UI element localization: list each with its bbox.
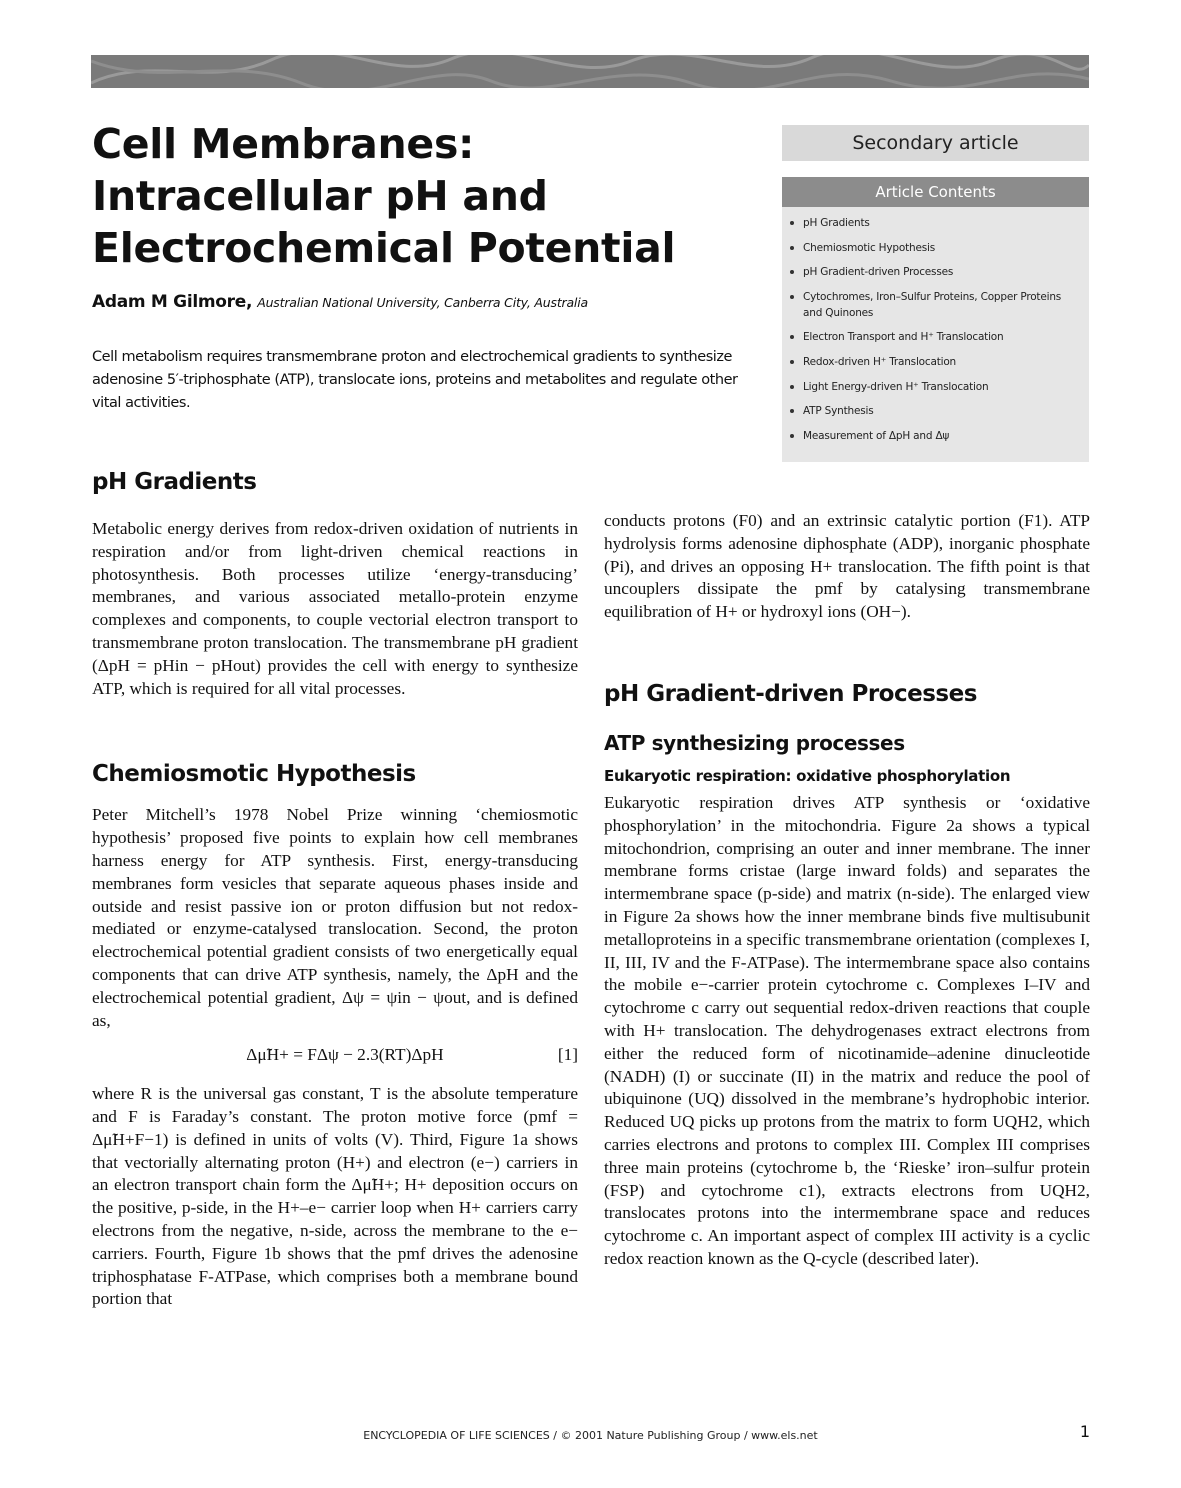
contents-item[interactable]: Light Energy-driven H⁺ Translocation	[790, 379, 1081, 395]
paragraph-chemiosmotic-2: where R is the universal gas constant, T is the absolute temperature and F is Faraday’s constant. The proton motive force (pmf = Δμ̃H+F−1) is defined in units of volts (V). Third, Figure 1a shows that vectorially alternating proton (H+) and electron (e−) carriers in an electron transport chain form the Δμ̃H+; H+ deposition occurs on the positive, p-side, in the H+–e− carrier loop when H+ carriers carry electrons from the negative, n-side, across the membrane to the e− carriers. Fourth, Figure 1b shows that the pmf drives the adenosine triphosphatase F-ATPase, which comprises both a membrane bound portion that	[92, 1084, 578, 1309]
article-title	[92, 118, 752, 274]
article-type-label: Secondary article	[782, 125, 1089, 161]
byline	[92, 292, 772, 312]
article-sidebar	[782, 125, 1089, 462]
title-line-3: Electrochemical Potential	[92, 224, 676, 272]
title-line-1: Cell Membranes:	[92, 120, 475, 168]
paragraph-fatpase-cont: conducts protons (F0) and an extrinsic catalytic portion (F1). ATP hydrolysis forms adenosine diphosphate (ADP), inorganic phosphate (Pi), and drives an opposing H+ translocation. The fifth point is that uncouplers dissipate the pmf by catalysing transmembrane equilibration of H+ or hydroxyl ions (OH−).	[604, 511, 1090, 622]
right-column	[604, 510, 1090, 1271]
article-contents-box	[782, 177, 1089, 462]
abstract: Cell metabolism requires transmembrane proton and electrochemical gradients to synthesize adenosine 5′-triphosphate (ATP), translocate ions, proteins and metabolites and regulate other vital activities.	[92, 349, 738, 411]
paragraph-chemiosmotic-1: Peter Mitchell’s 1978 Nobel Prize winning ‘chemiosmotic hypothesis’ proposed five points to explain how cell membranes harness energy for ATP synthesis. First, energy-transducing membranes form vesicles that separate aqueous phases inside and outside and resist passive ion or proton diffusion but not redox-mediated or enzyme-catalysed translocation. Second, the proton electrochemical potential gradient consists of two energetically equal components that can drive ATP synthesis, namely, the ΔpH and the electrochemical potential gradient, Δψ = ψin − ψout, and is defined as,	[92, 805, 578, 1030]
contents-title: Article Contents	[782, 177, 1089, 207]
banner-pattern	[91, 55, 1089, 88]
contents-item[interactable]: ATP Synthesis	[790, 403, 1081, 419]
contents-item[interactable]: Electron Transport and H⁺ Translocation	[790, 329, 1081, 345]
contents-item[interactable]: pH Gradients	[790, 215, 1081, 231]
equation-number: [1]	[557, 1045, 578, 1065]
heading-gradient-driven: pH Gradient-driven Processes	[604, 680, 977, 707]
paragraph-ph-gradients: Metabolic energy derives from redox-driven oxidation of nutrients in respiration and/or from light-driven chemical reactions in photosynthesis. Both processes utilize ‘energy-transducing’ membranes, and various associated metallo-protein enzyme complexes and components, to couple vectorial electron transport to transmembrane proton translocation. The transmembrane pH gradient (ΔpH = pHin − pHout) provides the cell with energy to synthesize ATP, which is required for all vital processes.	[92, 519, 578, 698]
contents-item[interactable]: Chemiosmotic Hypothesis	[790, 240, 1081, 256]
author-name: Adam M Gilmore,	[92, 292, 253, 312]
heading-atp-synthesizing: ATP synthesizing processes	[604, 730, 905, 755]
equation-1	[92, 1044, 578, 1067]
title-line-2: Intracellular pH and	[92, 172, 548, 220]
heading-ph-gradients: pH Gradients	[92, 469, 257, 495]
header-banner	[91, 55, 1089, 88]
page-footer: ENCYCLOPEDIA OF LIFE SCIENCES / © 2001 Nature Publishing Group / www.els.net	[363, 1429, 818, 1442]
equation-text: Δμ̃H+ = FΔψ − 2.3(RT)ΔpH	[246, 1045, 444, 1065]
heading-eukaryotic-respiration: Eukaryotic respiration: oxidative phosphorylation	[604, 766, 1011, 785]
contents-list	[782, 207, 1089, 444]
contents-item[interactable]: Measurement of ΔpH and Δψ	[790, 428, 1081, 444]
contents-item[interactable]: Redox-driven H⁺ Translocation	[790, 354, 1081, 370]
page-number: 1	[1079, 1422, 1090, 1441]
contents-item[interactable]: Cytochromes, Iron–Sulfur Proteins, Copper Proteins and Quinones	[790, 289, 1081, 321]
paragraph-eukaryotic: Eukaryotic respiration drives ATP synthesis or ‘oxidative phosphorylation’ in the mitochondria. Figure 2a shows a typical mitochondrion, comprising an outer and inner membrane. The inner membrane forms cristae (large inward folds) and separates the intermembrane space (p-side) and matrix (n-side). The enlarged view in Figure 2a shows how the inner membrane binds five multisubunit metalloproteins in a specific transmembrane orientation (complexes I, II, III, IV and the F-ATPase). The intermembrane space also contains the mobile e−-carrier protein cytochrome c. Complexes I–IV and cytochrome c carry out sequential redox-driven reactions that couple with H+ translocation. The dehydrogenases extract electrons from either the reduced form of nicotinamide–adenine dinucleotide (NADH) (I) or succinate (II) in the matrix and reduce the pool of ubiquinone (UQ) dissolved in the membrane’s hydrophobic interior. Reduced UQ picks up protons from the matrix to form UQH2, which carries electrons and protons to complex III. Complex III comprises three main proteins (cytochrome b, the ‘Rieske’ iron–sulfur protein (FSP) and cytochrome c1), extracts electrons from UQH2, translocates protons into the intermembrane space and reduces cytochrome c. An important aspect of complex III activity is a cyclic redox reaction known as the Q-cycle (described later).	[604, 792, 1090, 1268]
contents-item[interactable]: pH Gradient-driven Processes	[790, 264, 1081, 280]
author-affiliation: Australian National University, Canberra City, Australia	[257, 295, 588, 310]
heading-chemiosmotic: Chemiosmotic Hypothesis	[92, 761, 416, 788]
left-column	[92, 464, 578, 1311]
